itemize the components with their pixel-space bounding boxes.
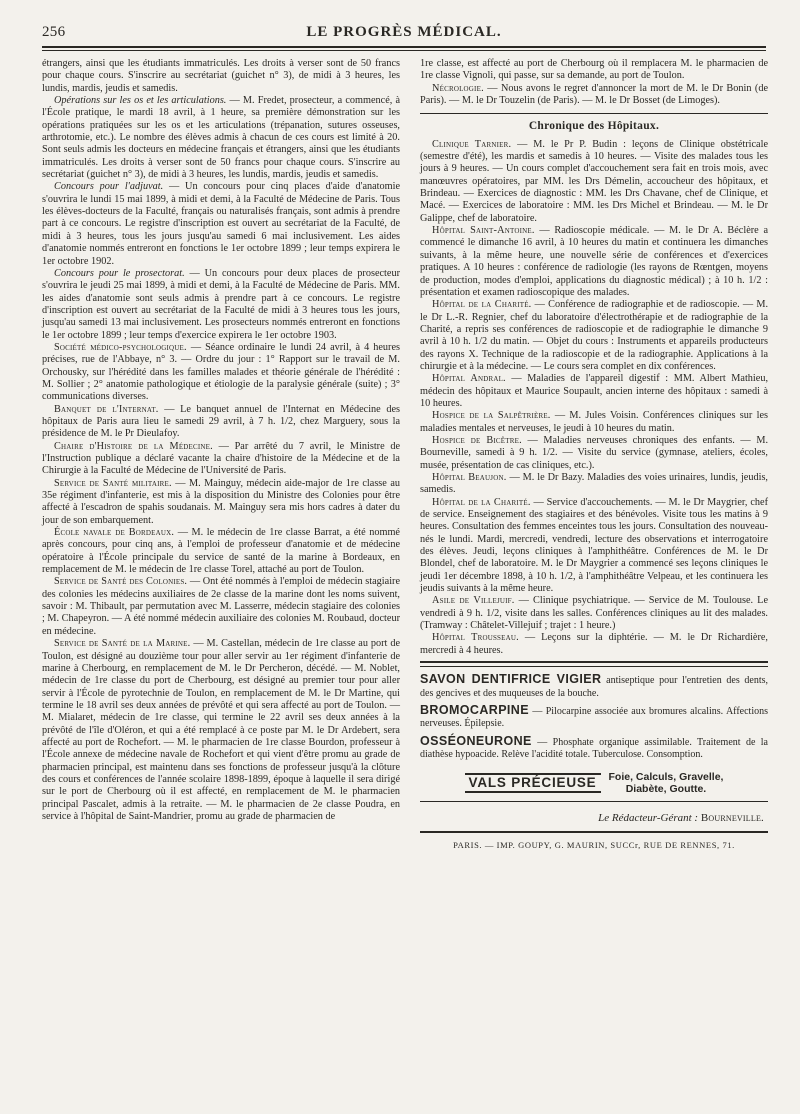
vals-line-2: Diabète, Goutte. xyxy=(625,783,707,796)
advert-description: antiseptique pour l'entretien des dents, des gencives et des muqueuses de la bouche. xyxy=(420,675,769,699)
article-text: — Séance ordinaire le lundi 24 avril, à 4 heures précises, rue de l'Abbaye, n° 3. — Ordre du jour : 1° Rapport sur le travail de M. Orchousky, sur l'hérédité dans les familles malades et théorie générale de l'hérédité : M. Sollier ; 2° anatomie pathologique et étiologie de la paralysie générale (suite) ; 3° communications diverses. xyxy=(42,341,401,403)
article-paragraph xyxy=(420,299,768,373)
article-lead: Asile de Villejuif. xyxy=(432,595,515,607)
article-lead: Hôpital de la Charité. xyxy=(432,299,532,311)
article-lead: Hôpital Beaujon. xyxy=(432,472,507,483)
article-text: — Un concours pour cinq places d'aide d'anatomie s'ouvrira le lundi 15 mai 1899, à midi et demi, à la Faculté de Médecine de Paris. Tous les élèves-docteurs de la Faculté, français ou naturalisés français, sont admis à prendre part à ce concours. Le registre d'inscription est ouvert au secrétariat de la Faculté, de midi à 3 heures, tous les jours jusqu'au samedi 6 mai inclusivement. Les aides d'anatomie nommés entreront en fonctions le 1er octobre 1899 ; leur temps expirera le 1er octobre 1902. xyxy=(42,181,401,267)
advert-name: SAVON DENTIFRICE VIGIER xyxy=(420,672,602,687)
article-paragraph xyxy=(42,638,400,823)
article-paragraph xyxy=(42,58,400,95)
chronique-title: Chronique des Hôpitaux. xyxy=(528,120,660,133)
article-lead: Opérations sur les os et les articulations. xyxy=(54,95,227,107)
vals-brand: VALS PRÉCIEUSE xyxy=(465,773,601,793)
advert-name: BROMOCARPINE xyxy=(420,702,529,717)
article-paragraph xyxy=(42,441,400,478)
vals-line-1: Foie, Calculs, Gravelle, xyxy=(608,771,724,784)
article-lead: Service de Santé des Colonies. xyxy=(54,576,188,588)
ads-divider-thin xyxy=(420,666,768,667)
article-text: — Maladies nerveuses chroniques des enfants. — M. Bourneville, samedi à 9 h. 1/2. — Visite du service (gymnase, ateliers, écoles, musée, présentation de cas cliniques, etc.). xyxy=(420,434,769,471)
advertisements xyxy=(420,673,768,761)
page-number: 256 xyxy=(42,24,66,40)
article-lead: Chaire d'Histoire de la Médecine. xyxy=(54,440,213,452)
article-text: — Le banquet annuel de l'Internat en Médecine des hôpitaux de Paris aura lieu le samedi 29 avril, à 7 h. 1/2, chez Marguery, sous la présidence de M. le Pr Dieulafoy. xyxy=(42,403,400,440)
advert-description: — Pilocarpine associée aux bromures alcalins. Affections nerveuses. Épilepsie. xyxy=(420,705,768,730)
article-lead: Hôpital Andral. xyxy=(432,373,506,385)
article-text: — Par arrêté du 7 avril, le Ministre de l'Instruction publique a déclaré vacante la chaire d'histoire de la Médecine et de la Chirurgie à la Faculté de Médecine de l'Université de Paris. xyxy=(42,440,401,477)
imprint-divider xyxy=(420,831,768,833)
advert-name: OSSÉONEURONE xyxy=(420,733,532,748)
article-paragraph xyxy=(420,595,768,632)
article-text: — M. Jules Voisin. Conférences cliniques sur les maladies mentales et nerveuses, le jeudi à 10 heures du matin. xyxy=(420,410,768,434)
article-lead: Concours pour l'adjuvat. xyxy=(54,181,164,193)
article-paragraph xyxy=(420,83,768,108)
article-paragraph xyxy=(420,225,768,299)
article-paragraph xyxy=(42,478,400,527)
right-column xyxy=(420,58,768,851)
article-text: — M. le Pr P. Budin : leçons de Clinique obstétricale (semestre d'été), les mardis et samedis à 10 heures. — Visite des malades tous les jours à 9 heures. — Un cours complet d'accouchement sera fait en trois mois, avec manœuvres opératoires, par MM. les Drs Démelin, accoucheur des hôpitaux, et Brindeau. — Exercices de diagnostic : MM. les Drs Chavane, chef de Clinique, et Macé. — Exercices de laboratoire : MM. les Drs Michel et Brindeau. — M. le Dr Galippe, chef de laboratoire. xyxy=(420,138,768,224)
article-paragraph xyxy=(420,410,768,435)
article-paragraph xyxy=(420,373,768,410)
journal-title: LE PROGRÈS MÉDICAL. xyxy=(306,24,502,40)
gerant-label: Le Rédacteur-Gérant : xyxy=(598,812,699,825)
article-paragraph xyxy=(42,181,400,267)
article-lead: Hôpital Trousseau. xyxy=(432,632,519,644)
chronique-items xyxy=(420,139,768,657)
advert-item xyxy=(420,735,768,762)
gerant-divider xyxy=(420,801,768,802)
article-paragraph xyxy=(420,139,768,225)
article-lead: Hôpital Saint-Antoine. xyxy=(432,225,535,237)
header-rule-thin xyxy=(42,50,766,51)
article-text: — Service d'accouchements. — M. le Dr Maygrier, chef de service. Enseignement des stagiaires et des bénévoles. Visite tous les matins à 9 heures. Consultation des femmes enceintes tous les jours. Consultation des nouveau-nés le lundi. Mardi, mercredi, vendredi, lecture des observations et interrogatoire des élèves. Jeudi, leçons cliniques à l'amphithéâtre. Conférences de M. le Dr Blondel, chef de laboratoire. M. le Dr Maygrier a commencé ses leçons cliniques le jeudi 1er décembre 1898, à 10 h. 1/2, à l'amphithéâtre Velpeau, et les continuera les jeudis suivants à la même heure. xyxy=(420,496,768,595)
redacteur-gerant xyxy=(420,812,764,824)
article-paragraph xyxy=(420,632,768,657)
article-paragraph xyxy=(42,576,400,638)
ads-divider xyxy=(420,661,768,663)
article-text: — Ont été nommés à l'emploi de médecin stagiaire des colonies les médecins auxiliaires de 2e classe de la marine dont les noms suivent, savoir : M. Thibault, par permutation avec M. Lasserre, médecin stagiaire des colonies ; M. Chapeyron. — A été nommé médecin auxiliaire des colonies M. Roubaud, docteur en médecine. xyxy=(42,576,401,637)
article-lead: Société médico-psychologique. xyxy=(54,341,187,353)
article-text: — Maladies de l'appareil digestif : MM. Albert Mathieu, médecin des hôpitaux et Maurice Soupault, ancien interne des hôpitaux : samedi à 10 heures. xyxy=(420,373,769,409)
header-rule xyxy=(42,46,766,48)
gerant-name: Bourneville. xyxy=(700,812,764,825)
article-lead: Service de Santé militaire. xyxy=(54,477,172,489)
article-text: — Radioscopie médicale. — M. le Dr A. Béclère a commencé le dimanche 16 avril, à 10 heures du matin et continuera les dimanches suivants, à la même heure, une nouvelle série de conférences et d'exercices pratiques. A 10 heures : conférence de radiologie (les rayons de Rœntgen, moyens de production, modes d'emploi, applications du diagnostic médical) ; à 10 h. 1/2 : présentation et examen radioscopique des malades. xyxy=(420,225,769,298)
article-text: — Clinique psychiatrique. — Service de M. Toulouse. Le vendredi à 9 h. 1/2, visite dans les salles. Conférences cliniques au lit des malades. (Tramway : Châtelet-Villejuif ; trajet : 1 heure.) xyxy=(420,595,768,632)
article-text: — M. le médecin de 1re classe Barrat, a été nommé après concours, pour cinq ans, à l'emploi de professeur d'anatomie et de médecine opératoire à l'École principale du service de santé de la marine à Bordeaux, en remplacement de M. le médecin de 1re classe Torel, attaché au port de Toulon. xyxy=(42,527,400,576)
article-lead: Clinique Tarnier. xyxy=(432,138,512,150)
article-text: — M. Castellan, médecin de 1re classe au port de Toulon, est désigné au douzième tour pour aller servir au 1er régiment d'infanterie de marine à Cherbourg, en remplacement de M. le Dr Percheron, décédé. — M. Noblet, médecin de 1re classe du port de Cherbourg, est désigné au premier tour pour aller servir à l'École de pyrotechnie de Toulon, en remplacement de M. le Dr Martine, qui termine le 18 avril ses deux années de prévôté et qui sera affecté au port de Toulon. — M. Mialaret, médecin de 1re classe, qui termine le 22 avril ses deux années à la prévôté de l'île d'Oléron, et qui a été remplacé à ce poste par M. le Dr Ardebert, sera affecté au port de Rochefort. — M. le pharmacien de 1re classe Bourdon, professeur à l'École annexe de médecine navale de Rochefort et qui vient d'être promu au grade de pharmacien principal, est maintenu dans ses fonctions de professeur jusqu'à la clôture des cours et conférences de l'année scolaire 1898-1899, époque à laquelle il sera dirigé sur le port de Cherbourg où il est affecté, en remplacement de M. le pharmacien principal Pascalet, admis à la retraite. — M. le pharmacien de 2e classe Poudra, en service à l'hôpital de Saint-Mandrier, promu au grade de pharmacien de xyxy=(42,638,400,822)
article-text: 1re classe, est affecté au port de Cherbourg où il remplacera M. le pharmacien de 1re classe Vignoli, qui passe, sur sa demande, au port de Toulon. xyxy=(420,58,768,82)
article-lead: Hospice de la Salpêtrière. xyxy=(432,410,551,422)
article-paragraph xyxy=(420,497,768,596)
vals-advert xyxy=(420,771,768,795)
article-lead: Hospice de Bicêtre. xyxy=(432,434,522,446)
article-paragraph xyxy=(42,404,400,441)
article-text: — Conférence de radiographie et de radioscopie. — M. le Dr L.-R. Regnier, chef du laboratoire d'électrothérapie et de radiographie de la Charité, a repris ses conférences de radioscopie et de radiographie le dimanche 9 avril à 10 h. 1/2 du matin. — Objet du cours : Instruments et appareils producteurs des rayons X. Technique de la radioscopie et de la radiographie. Applications à la chirurgie et à la médecine. — Le cours sera complet en dix conférences. xyxy=(420,299,769,372)
article-paragraph xyxy=(420,58,768,83)
article-text: — Un concours pour deux places de prosecteur s'ouvrira le jeudi 25 mai 1899, à midi et demi, à la Faculté de Médecine de Paris. MM. les aides d'anatomie sont seuls admis à prendre part à ce concours. Le registre d'inscription est ouvert au secrétariat de la Faculté de midi à 3 heures tous les jours, jusqu'au samedi 13 mai inclusivement. Les prosecteurs nommés entreront en fonctions le 1er octobre 1899 ; leur temps d'exercice expirera le 1er octobre 1903. xyxy=(42,267,400,341)
article-text: étrangers, ainsi que les étudiants immatriculés. Les droits à verser sont de 50 francs pour chaque cours. S'inscrire au secrétariat (guichet n° 3), de midi à 3 heures, les lundis, mardis, jeudis et samedis. xyxy=(42,58,400,94)
article-paragraph xyxy=(420,472,768,497)
article-paragraph xyxy=(420,435,768,472)
article-lead: École navale de Bordeaux. xyxy=(54,527,175,539)
article-paragraph xyxy=(42,95,400,181)
article-lead: Concours pour le prosectorat. xyxy=(54,267,185,279)
article-paragraph xyxy=(42,268,400,342)
article-paragraph xyxy=(42,527,400,576)
page-header xyxy=(42,20,766,44)
article-lead: Nécrologie. xyxy=(432,82,484,94)
printer-imprint: PARIS. — IMP. GOUPY, G. MAURIN, SUCCr, RUE DE RENNES, 71. xyxy=(453,839,735,850)
right-top-notices xyxy=(420,58,768,107)
article-text: — M. Fredet, prosecteur, a commencé, à l'École pratique, le mardi 18 avril, à 1 heure, sa première démonstration sur les opérations pratiquées sur les os et les articulations (trépanation, sutures osseuses, arthrotomie, etc.). Le nombre des élèves admis à chacun de ces cours est limité à 20. Sont seuls admis les docteurs en médecine français et étrangers, ainsi que les étudiants immatriculés. Les droits à verser sont de 50 francs pour chaque cours. S'inscrire au secrétariat (guichet n° 3), de midi à 3 heures, les lundis, mardis, jeudis et samedis. xyxy=(42,95,401,181)
advert-item xyxy=(420,673,768,700)
article-lead: Hôpital de la Charité. xyxy=(432,496,531,508)
section-divider xyxy=(420,113,768,114)
article-text: — Nous avons le regret d'annoncer la mort de M. le Dr Bonin (de Paris). — M. le Dr Touzelin (de Paris). — M. le Dr Bosset (de Limoges). xyxy=(420,82,768,107)
article-text: — M. Mainguy, médecin aide-major de 1re classe au 35e régiment d'infanterie, est mis à la disposition du Ministre des Colonies pour être affecté à l'escadron de spahis soudanais. M. Mainguy sera mis hors cadres à dater du jour de son embarquement. xyxy=(42,477,401,526)
article-text: — Leçons sur la diphtérie. — M. le Dr Richardière, mercredi à 4 heures. xyxy=(420,632,768,656)
advert-description: — Phosphate organique assimilable. Traitement de la diathèse hypoacide. Relève l'acidité totale. Tuberculose. Consomption. xyxy=(420,736,768,760)
article-paragraph xyxy=(42,342,400,404)
vals-indications xyxy=(609,771,724,795)
article-lead: Service de Santé de la Marine. xyxy=(54,638,191,650)
advert-item xyxy=(420,704,768,731)
left-column xyxy=(42,58,400,823)
article-text: — M. le Dr Bazy. Maladies des voies urinaires, lundis, jeudis, samedis. xyxy=(420,472,768,496)
article-lead: Banquet de l'Internat. xyxy=(54,403,159,415)
